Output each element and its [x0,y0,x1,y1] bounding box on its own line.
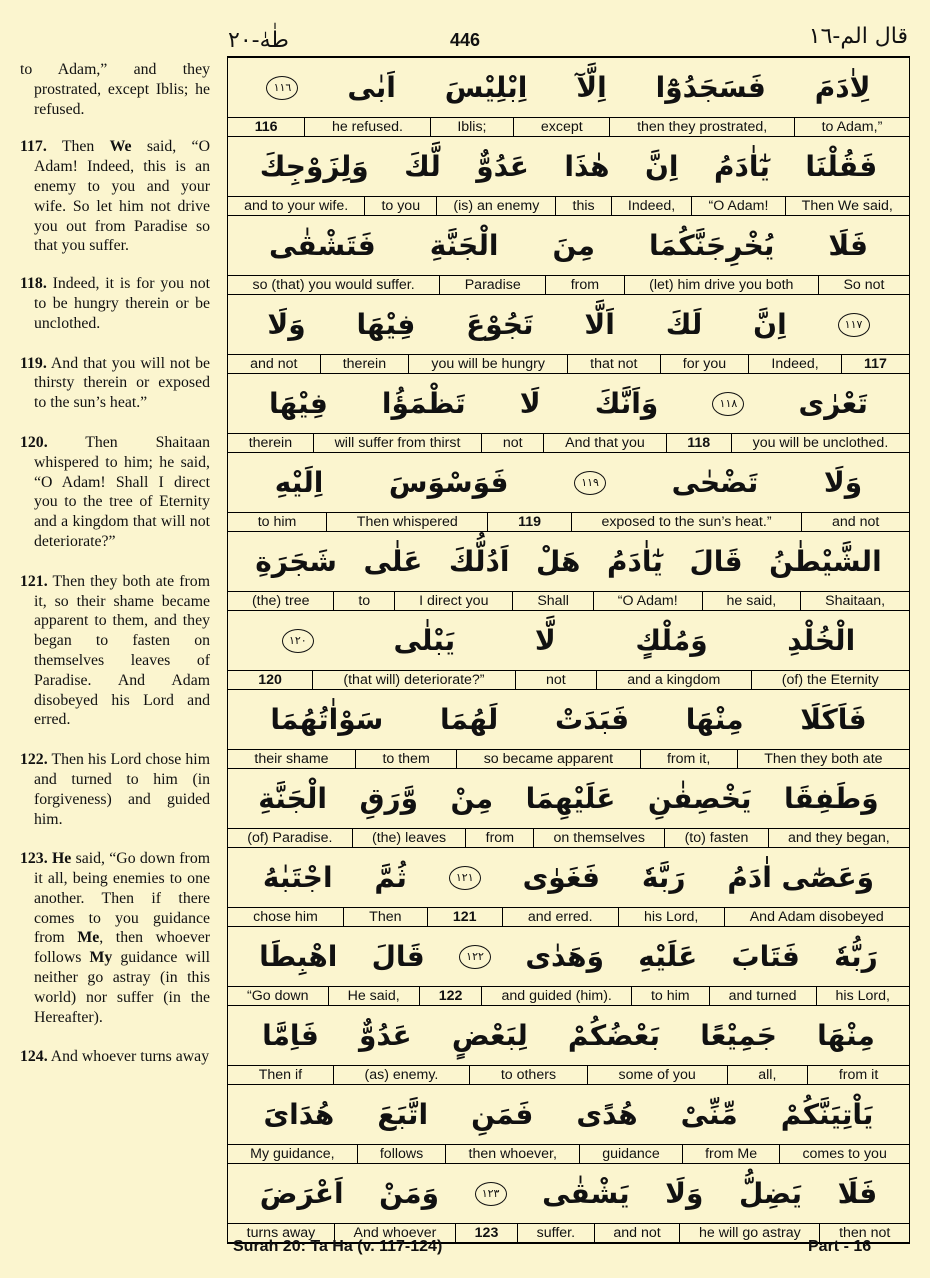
verse-end-marker: ١١٨ [712,392,744,416]
arabic-word: يٰٓاٰدَمُ [713,150,770,183]
arabic-word: تَضْحٰى [671,466,759,499]
verse-end-marker: ١٢١ [449,866,481,890]
arabic-word: وَلَا [267,308,306,341]
arabic-line [228,611,909,671]
word-translation-cell: Shall [512,592,592,610]
word-translation-cell: 123 [455,1224,517,1242]
arabic-word: عَلَيْهِمَا [525,782,616,815]
word-translation-cell: and turned [709,987,816,1005]
grid-row [228,927,909,1006]
verse-number: 123. [20,850,48,868]
header-surah-arabic: طٰهٰ-٢٠ [228,28,289,53]
grid-row [228,453,909,532]
word-translation-cell: then whoever, [445,1145,579,1163]
word-translation-cell: Indeed, [611,197,692,215]
arabic-line [228,532,909,592]
arabic-word: اهْبِطَا [259,940,338,973]
word-translation-cell: except [513,118,609,136]
translation-paragraph [20,274,210,333]
arabic-word: الْجَنَّةِ [258,782,327,815]
verse-end-marker: ١٢٢ [459,945,491,969]
word-translation-cell: and erred. [502,908,618,926]
verse-number: 119. [20,354,47,372]
word-translation-cell: some of you [587,1066,727,1084]
arabic-line [228,374,909,434]
word-translation-cell: you will be unclothed. [731,434,909,452]
arabic-word: هَلْ [536,545,581,578]
arabic-word: يَاْتِيَنَّكُمْ [780,1098,874,1131]
arabic-word: فَوَسْوَسَ [388,466,509,499]
word-translation-cell: (that will) deteriorate?” [312,671,515,689]
word-translation-cell: and not [594,1224,680,1242]
word-translation-cell: Then if [258,1067,303,1083]
arabic-word: شَجَرَةِ [255,545,337,578]
verse-number: 118. [20,275,47,293]
arabic-word: عَلَيْهِ [638,940,698,973]
arabic-word: وَلَا [823,466,863,499]
arabic-word: رَبُّهٗ [834,940,878,973]
word-translation-cell: to [333,592,394,610]
grid-row [228,769,909,848]
arabic-word: وَاَنَّكَ [594,387,659,420]
arabic-word: يَشْقٰى [542,1177,630,1210]
word-translation-line [228,276,909,294]
arabic-word: فِيْهَا [269,387,328,420]
arabic-word: جَمِيْعًا [700,1019,777,1052]
word-translation-cell: and not [801,513,909,531]
arabic-word: اَلَّا [584,308,615,341]
header-part-arabic: قال الم-١٦ [808,24,908,49]
word-translation-line [228,750,909,768]
arabic-word: وَّرَقِ [359,782,419,815]
word-translation-cell: And Adam disobeyed [724,908,909,926]
word-translation-cell: from [545,276,623,294]
verse-end-marker: ١١٦ [266,76,298,100]
arabic-word: وَمُلْكٍ [635,624,708,657]
word-translation-cell: therein [248,435,293,451]
arabic-line [228,137,909,197]
translation-text: And whoever turns away [50,1048,210,1066]
arabic-word: الشَّيْطٰنُ [769,545,882,578]
arabic-word: هُدًى [576,1098,638,1131]
page-number: 446 [449,30,481,50]
arabic-line [228,216,909,276]
word-translation-line [228,829,909,847]
arabic-word: لِاٰدَمَ [814,71,871,104]
arabic-word: وَعَصٰٓى اٰدَمُ [727,861,874,894]
arabic-word: عَدُوٌّ [358,1019,412,1052]
word-translation-cell: “O Adam! [691,197,784,215]
word-by-word-grid [227,56,910,1244]
arabic-word: عَدُوٌّ [476,150,529,183]
word-translation-cell: 121 [427,908,502,926]
arabic-word: فَبَدَتْ [555,703,630,736]
arabic-word: الْجَنَّةِ [429,229,499,262]
arabic-word: لِبَعْضٍ [451,1019,528,1052]
arabic-line [228,690,909,750]
arabic-word: الْخُلْدِ [787,624,856,657]
word-translation-cell: not [481,434,543,452]
arabic-word: وَمَنْ [379,1177,440,1210]
word-translation-cell: (to) fasten [664,829,767,847]
word-translation-cell: (is) an enemy [436,197,555,215]
arabic-word: فَلَا [837,1177,878,1210]
word-translation-cell: he said, [702,592,801,610]
arabic-word: تَجُوْعَ [466,308,534,341]
word-translation-cell: Then they both ate [737,750,909,768]
word-translation-line [228,118,909,136]
word-translation-cell: Then whispered [326,513,487,531]
word-translation-line [228,987,909,1005]
word-translation-cell: for you [660,355,749,373]
arabic-word: رَبَّهٗ [641,861,686,894]
arabic-word: لَّكَ [404,150,441,183]
word-translation-cell: to Adam,” [794,118,909,136]
arabic-line [228,58,909,118]
word-translation-cell: comes to you [779,1145,909,1163]
arabic-word: وَلَا [665,1177,704,1210]
arabic-word: اَدُلُّكَ [448,545,510,578]
word-translation-line [228,1066,909,1084]
arabic-word: لَكَ [665,308,703,341]
word-translation-cell: you will be hungry [408,355,567,373]
arabic-word: وَطَفِقَا [784,782,879,815]
word-translation-cell: and a kingdom [596,671,751,689]
word-translation-cell: not [515,671,596,689]
word-translation-cell: exposed to the sun’s heat.” [571,513,802,531]
word-translation-cell: 120 [258,672,282,688]
arabic-word: فَمَنِ [471,1098,534,1131]
word-translation-cell: follows [357,1145,446,1163]
verse-number: 120. [20,433,48,451]
word-translation-cell: to you [364,197,436,215]
grid-row [228,611,909,690]
grid-row [228,1085,909,1164]
arabic-word: فَتَشْقٰى [269,229,376,262]
translation-paragraph [20,60,210,119]
word-translation-cell: turns away [246,1225,316,1241]
word-translation-cell: 117 [841,355,909,373]
word-translation-cell: to him [631,987,709,1005]
arabic-word: يٰٓاٰدَمُ [606,545,663,578]
word-translation-line [228,592,909,610]
word-translation-line [228,908,909,926]
arabic-word: وَلِزَوْجِكَ [259,150,369,183]
arabic-word: بَعْضُكُمْ [567,1019,661,1052]
arabic-word: مِنَ [552,229,596,262]
word-translation-cell: and not [250,356,298,372]
grid-row [228,137,909,216]
translation-paragraph [20,750,210,829]
arabic-word: اِنَّ [753,308,787,341]
word-translation-cell: and they began, [768,829,909,847]
arabic-line [228,295,909,355]
grid-row [228,1006,909,1085]
word-translation-cell: (the) tree [251,593,310,609]
word-translation-cell: from [465,829,533,847]
translation-text: And that you will not be thirsty therein or exposed to the sun’s heat.” [34,354,210,412]
grid-row [228,295,909,374]
arabic-word: فَاَكَلَا [800,703,867,736]
arabic-word: اِلَيْهِ [274,466,324,499]
arabic-word: اَعْرَضَ [259,1177,344,1210]
word-translation-cell: (of) the Eternity [751,671,909,689]
word-translation-cell: 119 [487,513,570,531]
word-translation-cell: (let) him drive you both [624,276,818,294]
arabic-line [228,1006,909,1066]
arabic-line [228,453,909,513]
word-translation-line [228,671,909,689]
word-translation-cell: so (that) you would suffer. [252,277,415,293]
arabic-word: فَسَجَدُوْٓا [655,71,766,104]
grid-row [228,216,909,295]
word-translation-cell: his Lord, [618,908,724,926]
grid-row [228,532,909,611]
grid-row [228,690,909,769]
translation-paragraph [20,572,210,730]
arabic-word: اِبْلِيْسَ [444,71,528,104]
word-translation-cell: 116 [254,119,278,135]
word-translation-cell: chose him [253,909,318,925]
arabic-word: قَالَ [689,545,743,578]
arabic-word: يُخْرِجَنَّكُمَا [649,229,775,262]
word-translation-cell: Iblis; [430,118,514,136]
word-translation-cell: he refused. [304,118,429,136]
word-translation-cell: then not [819,1224,909,1242]
translation-paragraph [20,433,210,552]
english-translation-column [20,60,210,1067]
word-translation-cell: their shame [254,751,329,767]
arabic-word: فِيْهَا [356,308,416,341]
translation-text: to Adam,” and they prostrated, except Iblis; he refused. [20,61,210,118]
arabic-word: مِنْهَا [685,703,744,736]
arabic-word: فَغَوٰى [522,861,600,894]
word-translation-cell: he will go astray [679,1224,819,1242]
translation-paragraph [20,1047,210,1067]
translation-paragraph [20,849,210,1027]
arabic-word: سَوْاٰتُهُمَا [270,703,384,736]
word-translation-cell: from it, [640,750,737,768]
arabic-word: مِنْ [450,782,494,815]
verse-end-marker: ١٢٠ [282,629,314,653]
word-translation-cell: to others [469,1066,587,1084]
word-translation-cell: Shaitaan, [800,592,909,610]
word-translation-line [228,513,909,531]
translation-text: Then they both ate from it, so their shame became apparent to them, and they began to fasten on themselves leaves of Paradise. And Adam disobeyed his Lord and erred. [34,572,210,729]
word-translation-cell: from it [807,1066,909,1084]
word-translation-cell: Indeed, [748,355,841,373]
verse-end-marker: ١٢٣ [475,1182,507,1206]
verse-number: 117. [20,138,47,156]
arabic-word: فَاِمَّا [262,1019,319,1052]
word-translation-cell: that not [567,355,660,373]
word-translation-cell: guidance [579,1145,682,1163]
verse-number: 122. [20,751,48,769]
word-translation-cell: from Me [682,1145,779,1163]
arabic-word: مِّنِّىْ [680,1098,738,1131]
word-translation-cell: Then We said, [785,197,909,215]
arabic-word: يَضِلُّ [738,1177,803,1210]
arabic-line [228,1085,909,1145]
arabic-word: لَّا [534,624,556,657]
grid-row [228,374,909,453]
word-translation-line [228,434,909,452]
arabic-word: اَبٰى [347,71,396,104]
word-translation-cell: 122 [419,987,482,1005]
arabic-line [228,1164,909,1224]
footer-part: Part - 16 [808,1238,872,1255]
grid-row [228,58,909,137]
word-translation-line [228,197,909,215]
arabic-word: تَعْرٰى [798,387,868,420]
word-translation-cell: (the) leaves [352,829,466,847]
word-translation-cell: so became apparent [456,750,639,768]
word-translation-cell: “Go down [247,988,309,1004]
translation-text: He said, “Go down from it all, being enemies to one another. Then if there comes to you guidance from Me, then whoever follows My guidance will neither go astray (in this world) nor suffer (in the Hereafter). [34,850,211,1026]
arabic-line [228,927,909,987]
word-translation-cell: And whoever [334,1224,455,1242]
grid-row [228,1164,909,1243]
translation-paragraph [20,137,210,256]
word-translation-cell: this [555,197,610,215]
word-translation-line [228,1145,909,1163]
word-translation-cell: will suffer from thirst [313,434,481,452]
verse-end-marker: ١١٧ [838,313,870,337]
translation-text: Then We said, “O Adam! Indeed, this is an enemy to you and your wife. So let him not drive you out from Paradise so that you suffer. [34,138,210,255]
word-translation-cell: Then [343,908,427,926]
word-translation-cell: to him [257,514,297,530]
word-translation-cell: I direct you [394,592,512,610]
arabic-word: يَبْلٰى [393,624,456,657]
translation-paragraph [20,354,210,413]
word-translation-cell: 118 [666,434,731,452]
word-translation-cell: all, [727,1066,808,1084]
arabic-word: ثُمَّ [374,861,407,894]
arabic-word: اِنَّ [645,150,679,183]
word-translation-cell: and guided (him). [481,987,630,1005]
arabic-word: قَالَ [371,940,425,973]
word-translation-cell: (of) Paradise. [247,830,333,846]
word-translation-cell: So not [818,276,909,294]
word-translation-cell: on themselves [533,829,664,847]
translation-text: Then his Lord chose him and turned to him (in forgiveness) and guided him. [34,751,210,828]
arabic-word: فَتَابَ [731,940,800,973]
arabic-word: اتَّبَعَ [377,1098,429,1131]
footer-surah: Surah 20: Ta Ha (v. 117-124) [233,1238,443,1255]
word-translation-cell: Paradise [439,276,545,294]
arabic-word: اِلَّآ [576,71,607,104]
word-translation-cell: “O Adam! [593,592,702,610]
translation-text: Then Shaitaan whispered to him; he said, “O Adam! Shall I direct you to the tree of Eternity and a kingdom that will not deteriorate?” [34,433,210,550]
arabic-word: لَهُمَا [440,703,499,736]
word-translation-cell: And that you [543,434,665,452]
verse-end-marker: ١١٩ [574,471,606,495]
word-translation-cell: My guidance, [250,1146,335,1162]
arabic-word: فَلَا [828,229,868,262]
arabic-word: اجْتَبٰهُ [262,861,333,894]
grid-row [228,848,909,927]
arabic-word: هٰذَا [564,150,610,183]
arabic-word: هُدَاىَ [263,1098,335,1131]
arabic-word: وَهَدٰى [525,940,604,973]
arabic-word: تَظْمَؤُا [381,387,466,420]
verse-number: 121. [20,572,48,590]
word-translation-line [228,355,909,373]
arabic-word: يَخْصِفٰنِ [647,782,752,815]
arabic-word: مِنْهَا [817,1019,875,1052]
verse-number: 124. [20,1048,48,1066]
translation-text: Indeed, it is for you not to be hungry therein or be unclothed. [34,275,210,332]
word-translation-cell: suffer. [517,1224,594,1242]
word-translation-cell: (as) enemy. [333,1066,469,1084]
word-translation-cell: then they prostrated, [609,118,794,136]
word-translation-cell: and to your wife. [244,198,349,214]
word-translation-cell: He said, [328,987,419,1005]
arabic-word: لَا [519,387,541,420]
word-translation-cell: to them [355,750,456,768]
arabic-line [228,769,909,829]
arabic-word: فَقُلْنَا [805,150,878,183]
arabic-word: عَلٰى [363,545,423,578]
word-translation-cell: his Lord, [816,987,909,1005]
arabic-line [228,848,909,908]
word-translation-cell: therein [320,355,409,373]
